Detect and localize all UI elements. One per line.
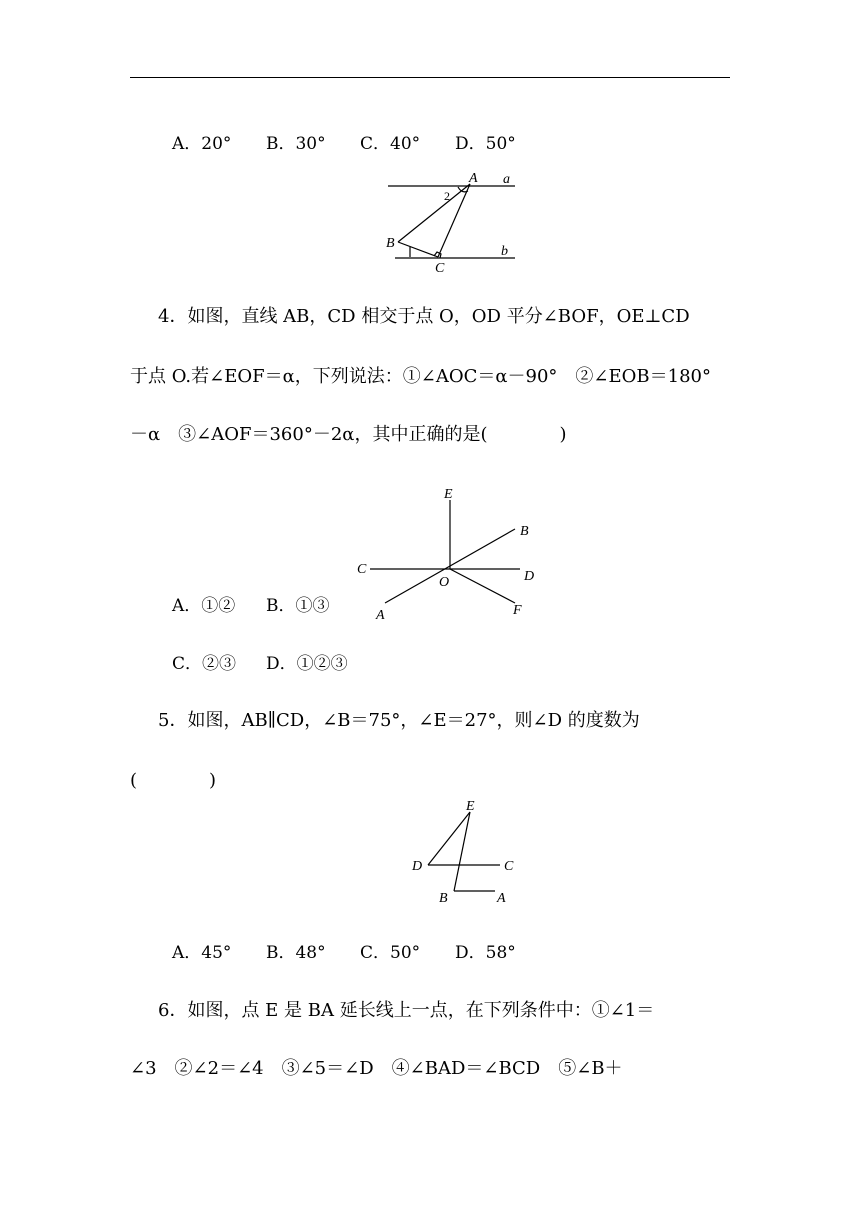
q5-line-2: ( )	[130, 770, 217, 791]
label-E: E	[444, 487, 453, 502]
q5-option-d[interactable]: D．58°	[455, 943, 516, 963]
label-a: a	[503, 172, 510, 187]
q4-option-a[interactable]: A．①②	[172, 596, 236, 616]
q4-option-b[interactable]: B．①③	[266, 596, 330, 616]
q5-option-a[interactable]: A．45°	[172, 943, 232, 963]
segment-EB	[454, 812, 470, 891]
q4-line-2: 于点 O.若∠EOF＝α，下列说法：①∠AOC＝α－90° ②∠EOB＝180°	[130, 366, 711, 387]
label-C: C	[504, 859, 514, 874]
label-A: A	[376, 608, 385, 623]
label-C: C	[357, 562, 367, 577]
header-rule	[130, 77, 730, 78]
label-B: B	[520, 524, 529, 539]
q3-figure	[380, 170, 520, 280]
segment-ab	[398, 184, 470, 242]
q5-option-c[interactable]: C．50°	[360, 943, 421, 963]
segment-ac	[438, 184, 470, 257]
q5-line-1: 5．如图，AB∥CD，∠B＝75°，∠E＝27°，则∠D 的度数为	[158, 710, 640, 731]
label-O: O	[439, 575, 450, 590]
label-C: C	[435, 261, 445, 276]
q4-line-3: －α ③∠AOF＝360°－2α，其中正确的是( )	[130, 424, 567, 445]
q4-line-1: 4．如图，直线 AB，CD 相交于点 O，OD 平分∠BOF，OE⊥CD	[158, 306, 690, 327]
label-F: F	[513, 603, 522, 618]
q3-option-c[interactable]: C．40°	[360, 134, 421, 154]
q4-option-d[interactable]: D．①②③	[266, 654, 348, 674]
q3-option-d[interactable]: D．50°	[455, 134, 516, 154]
ray-OF	[450, 569, 515, 603]
q6-line-2: ∠3 ②∠2＝∠4 ③∠5＝∠D ④∠BAD＝∠BCD ⑤∠B＋	[130, 1058, 623, 1079]
label-D: D	[412, 859, 423, 874]
label-B: B	[439, 891, 448, 906]
q4-figure	[350, 485, 550, 625]
segment-ED	[428, 812, 470, 865]
q5-figure	[400, 795, 530, 910]
q3-option-b[interactable]: B．30°	[266, 134, 326, 154]
label-2: 2	[444, 189, 450, 203]
segment-bc	[398, 242, 438, 257]
label-A: A	[469, 171, 478, 186]
label-B: B	[386, 236, 395, 251]
label-A: A	[497, 891, 506, 906]
q4-option-c[interactable]: C．②③	[172, 654, 237, 674]
q3-option-a[interactable]: A．20°	[172, 134, 232, 154]
q5-option-b[interactable]: B．48°	[266, 943, 326, 963]
label-b: b	[501, 244, 508, 259]
q6-line-1: 6．如图，点 E 是 BA 延长线上一点，在下列条件中：①∠1＝	[158, 1000, 655, 1021]
label-D: D	[524, 569, 535, 584]
label-E: E	[466, 799, 475, 814]
